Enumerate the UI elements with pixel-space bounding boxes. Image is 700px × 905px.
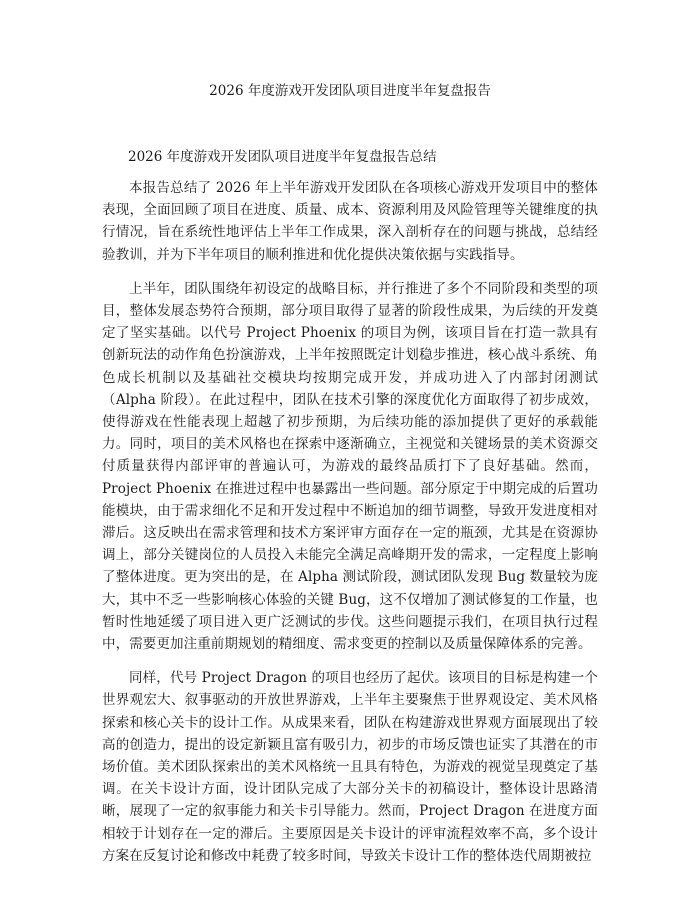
document-title: 2026 年度游戏开发团队项目进度半年复盘报告 [209,83,491,99]
paragraph-dragon: 同样，代号 Project Dragon 的项目也经历了起伏。该项目的目标是构建一个世界观宏大、叙事驱动的开放世界游戏，上半年主要聚焦于世界观设定、美术风格探索和核心关卡的设计工作。从成果来看，团队在构建游戏世界观方面展现出了较高的创造力，提出的设定新颖且富有吸引力，初步的市场反馈也证实了其潜在的市场价值。美术团队探索出的美术风格统一且具有特色，为游戏的视觉呈现奠定了基调。在关卡设计方面，设计团队完成了大部分关卡的初稿设计，整体设计思路清晰，展现了一定的叙事能力和关卡引导能力。然而，Project Dragon 在进度方面相较于计划存在一定的滞后。主要原因是关卡设计的评审流程效率不高，多个设计方案在反复讨论和修改中耗费了较多时间，导致关卡设计工作的整体迭代周期被拉 [102,670,598,864]
section-heading: 2026 年度游戏开发团队项目进度半年复盘报告总结 [128,149,437,165]
document-body [102,177,598,867]
paragraph-phoenix: 上半年，团队围绕年初设定的战略目标，并行推进了多个不同阶段和类型的项目，整体发展态势符合预期，部分项目取得了显著的阶段性成果，为后续的开发奠定了坚实基础。以代号 Project Phoenix 的项目为例，该项目旨在打造一款具有创新玩法的动作角色扮演游戏，上半年按照既定计划稳步推进，核心战斗系统、角色成长机制以及基础社交模块均按期完成开发，并成功进入了内部封闭测试（Alpha 阶段）。在此过程中，团队在技术引擎的深度优化方面取得了初步成效，使得游戏在性能表现上超越了初步预期，为后续功能的添加提供了更好的承载能力。同时，项目的美术风格也在探索中逐渐确立，主视觉和关键场景的美术资源交付质量获得内部评审的普遍认可，为游戏的最终品质打下了良好基础。然而，Project Phoenix 在推进过程中也暴露出一些问题。部分原定于中期完成的后置功能模块，由于需求细化不足和开发过程中不断追加的细节调整，导致开发进度相对滞后。这反映出在需求管理和技术方案评审方面存在一定的瓶颈，尤其是在资源协调上，部分关键岗位的人员投入未能完全满足高峰期开发的需求，一定程度上影响了整体进度。更为突出的是，在 Alpha 测试阶段，测试团队发现 Bug 数量较为庞大，其中不乏一些影响核心体验的关键 Bug，这不仅增加了测试修复的工作量，也暂时性地延缓了项目进入更广泛测试的步伐。这些问题提示我们，在项目执行过程中，需要更加注重前期规划的精细度、需求变更的控制以及质量保障体系的完善。 [102,280,598,653]
paragraph-intro: 本报告总结了 2026 年上半年游戏开发团队在各项核心游戏开发项目中的整体表现，全面回顾了项目在进度、质量、成本、资源利用及风险管理等关键维度的执行情况，旨在系统性地评估上半年工作成果，深入剖析存在的问题与挑战，总结经验教训，并为下半年项目的顺利推进和优化提供决策依据与实践指导。 [102,180,598,263]
